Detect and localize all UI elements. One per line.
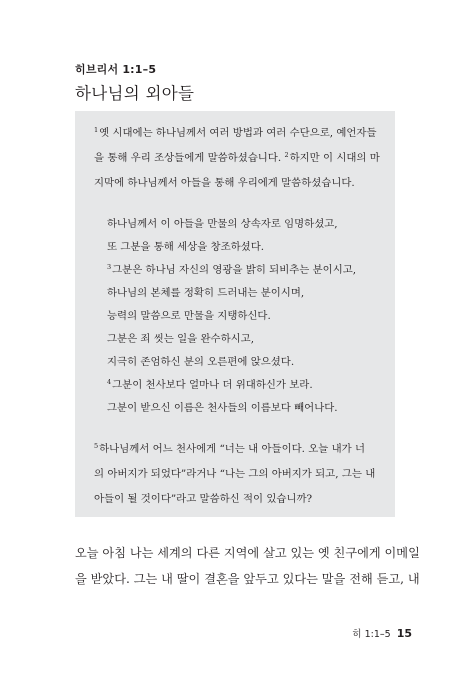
verse-text: 지막에 하나님께서 아들을 통해 우리에게 말씀하셨습니다. bbox=[94, 177, 355, 189]
page-title: 하나님의 외아들 bbox=[75, 84, 195, 103]
verse-text: 의 아버지가 되었다”라거나 “나는 그의 아버지가 되고, 그는 내 bbox=[94, 468, 376, 480]
verse-text: 또 그분을 통해 세상을 창조하셨다. bbox=[107, 241, 265, 253]
poem-line bbox=[107, 380, 313, 390]
page-number: 15 bbox=[396, 627, 412, 640]
poem-line bbox=[107, 265, 356, 275]
verse-number: 2 bbox=[284, 151, 289, 159]
verse-text: 옛 시대에는 하나님께서 여러 방법과 여러 수단으로, 예언자들 bbox=[99, 127, 377, 139]
verse-number: 3 bbox=[107, 263, 112, 271]
scripture-line bbox=[94, 153, 380, 163]
poem-line bbox=[107, 357, 294, 367]
verse-text: 하나님께서 어느 천사에게 “너는 내 아들이다. 오늘 내가 너 bbox=[99, 443, 366, 455]
verse-text: 그분이 받으신 이름은 천사들의 이름보다 빼어나다. bbox=[107, 402, 338, 414]
scripture-line bbox=[94, 494, 312, 504]
verse-text: 지극히 존엄하신 분의 오른편에 앉으셨다. bbox=[107, 356, 295, 368]
page-footer bbox=[352, 622, 412, 641]
scripture-box bbox=[75, 111, 395, 517]
verse-number: 1 bbox=[94, 126, 99, 134]
verse-text: 하나님의 본체를 정확히 드러내는 분이시며, bbox=[107, 287, 305, 299]
scripture-reference: 히브리서 1:1–5 bbox=[75, 63, 157, 76]
verse-text: 하나님께서 이 아들을 만물의 상속자로 임명하셨고, bbox=[107, 218, 338, 230]
poem-line bbox=[107, 403, 338, 413]
body-text-line: 오늘 아침 나는 세계의 다른 지역에 살고 있는 옛 친구에게 이메일 bbox=[75, 546, 420, 560]
poem-line bbox=[107, 219, 338, 229]
poem-line bbox=[107, 288, 304, 298]
verse-number: 5 bbox=[94, 442, 99, 450]
footer-reference: 히 1:1–5 bbox=[352, 629, 391, 640]
verse-text: 그분은 죄 씻는 일을 완수하시고, bbox=[107, 333, 254, 345]
poem-line bbox=[107, 242, 264, 252]
verse-text: 능력의 말씀으로 만물을 지탱하신다. bbox=[107, 310, 271, 322]
body-text-line: 을 받았다. 그는 내 딸이 결혼을 앞두고 있다는 말을 전해 듣고, 내 bbox=[75, 572, 420, 586]
scripture-line bbox=[94, 444, 365, 454]
scripture-line bbox=[94, 128, 377, 138]
verse-text: 그분은 하나님 자신의 영광을 밝히 되비추는 분이시고, bbox=[112, 264, 357, 276]
verse-text: 아들이 될 것이다”라고 말씀하신 적이 있습니까? bbox=[94, 493, 313, 505]
scripture-line bbox=[94, 469, 375, 479]
verse-number: 4 bbox=[107, 378, 112, 386]
poem-line bbox=[107, 334, 254, 344]
verse-text: 그분이 천사보다 얼마나 더 위대하신가 보라. bbox=[112, 379, 313, 391]
poem-line bbox=[107, 311, 271, 321]
verse-text: 을 통해 우리 조상들에게 말씀하셨습니다. bbox=[94, 152, 285, 164]
verse-text: 하지만 이 시대의 마 bbox=[289, 152, 380, 164]
scripture-line bbox=[94, 178, 355, 188]
